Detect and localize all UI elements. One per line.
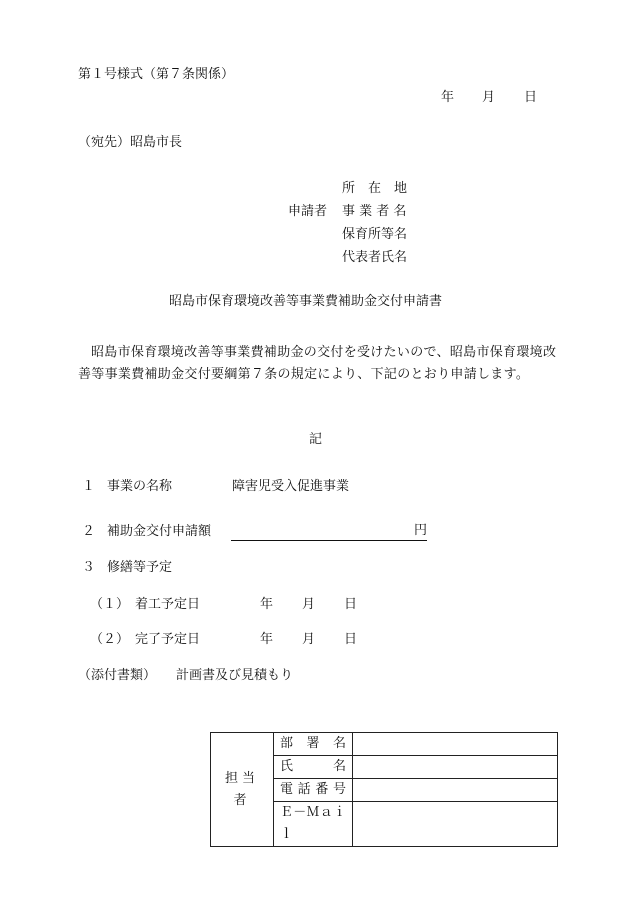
sub1-label: 着工予定日	[135, 597, 201, 612]
yen-unit: 円	[413, 523, 427, 538]
contact-label-phone: 電 話 番 号	[274, 779, 353, 802]
contact-label-email: Ｅ－Ｍａｉｌ	[274, 802, 353, 847]
attachments-value: 計画書及び見積もり	[176, 668, 294, 683]
applicant-field-representative: 代表者氏名	[342, 250, 408, 265]
attachments-label: （添付書類）	[78, 668, 157, 683]
sub1-month: 月	[302, 597, 316, 612]
item2-number: ２	[82, 524, 96, 539]
applicant-label: 申請者	[288, 204, 328, 219]
contact-row-department	[211, 733, 558, 756]
sub2-year: 年	[260, 632, 274, 647]
item3-number: ３	[82, 560, 96, 575]
sub1-number: （１）	[90, 597, 130, 612]
contact-label-department: 部 署 名	[274, 733, 353, 756]
applicant-field-address: 所 在 地	[342, 181, 408, 196]
item1-number: １	[82, 479, 96, 494]
item1-label: 事業の名称	[107, 479, 173, 494]
item3-label: 修繕等予定	[107, 560, 173, 575]
item1-value: 障害児受入促進事業	[232, 479, 350, 494]
sub1-day: 日	[344, 597, 358, 612]
contact-department-field[interactable]	[353, 733, 558, 756]
contact-label-name: 氏 名	[274, 756, 353, 779]
date-day-label: 日	[524, 90, 538, 105]
contact-header: 担当者	[211, 733, 274, 847]
sub1-year: 年	[260, 597, 274, 612]
contact-name-field[interactable]	[353, 756, 558, 779]
sub2-label: 完了予定日	[135, 632, 201, 647]
item2-label: 補助金交付申請額	[107, 524, 212, 539]
addressee: （宛先）昭島市長	[78, 135, 183, 150]
amount-input-line[interactable]	[231, 523, 427, 541]
applicant-field-facility-name: 保育所等名	[342, 227, 408, 242]
contact-phone-field[interactable]	[353, 779, 558, 802]
body-paragraph: 昭島市保育環境改善等事業費補助金の交付を受けたいので、昭島市保育環境改善等事業費補助金交付要綱第７条の規定により、下記のとおり申請します。	[78, 345, 557, 382]
date-year-label: 年	[441, 90, 455, 105]
sub2-number: （２）	[90, 632, 130, 647]
contact-email-field[interactable]	[353, 802, 558, 847]
document-title: 昭島市保育環境改善等事業費補助金交付申請書	[169, 294, 443, 309]
date-month-label: 月	[482, 90, 496, 105]
applicant-field-business-name: 事 業 者 名	[342, 204, 407, 219]
contact-person-table	[210, 732, 558, 847]
ki-heading: 記	[309, 432, 323, 447]
form-number: 第１号様式（第７条関係）	[78, 67, 235, 82]
sub2-day: 日	[344, 632, 358, 647]
sub2-month: 月	[302, 632, 316, 647]
